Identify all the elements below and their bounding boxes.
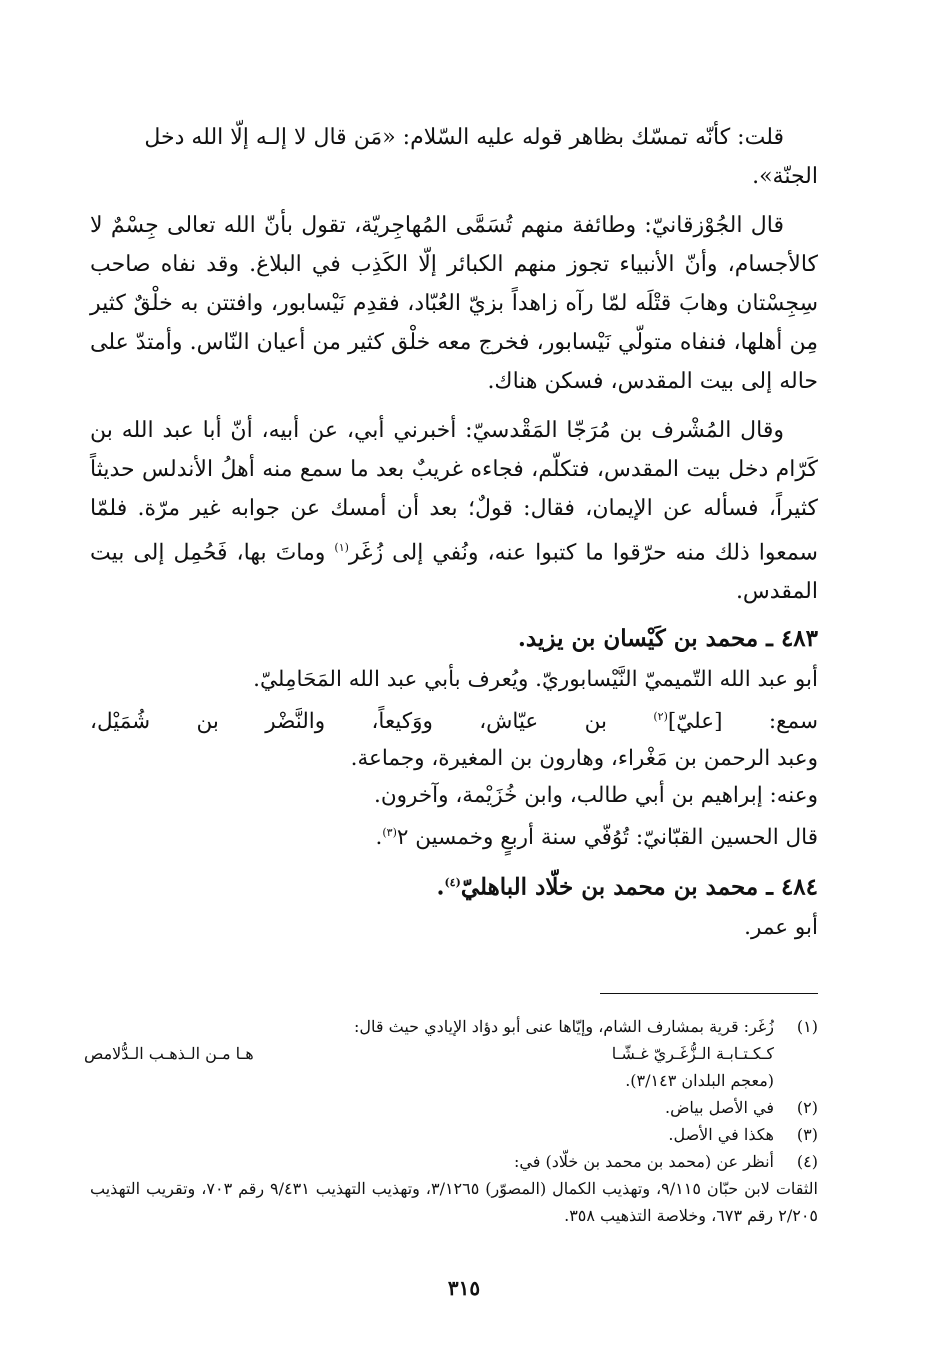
page-number: ٣١٥ bbox=[447, 1276, 481, 1300]
entry-484-end: . bbox=[436, 873, 445, 901]
entry-483-death bbox=[90, 814, 818, 856]
footnote-number: (٢) bbox=[796, 1098, 818, 1117]
footnote-source: (معجم البلدان ٣/١٤٣). bbox=[625, 1071, 774, 1090]
footnote-number: (٤) bbox=[796, 1152, 818, 1171]
footnote-1 bbox=[84, 1013, 818, 1094]
footnote-ref-3: (٣) bbox=[382, 826, 397, 840]
footnote-separator bbox=[600, 993, 818, 994]
entry-483-teachers bbox=[90, 698, 818, 740]
paragraph-1-line-2: الجنّة». bbox=[752, 164, 818, 189]
footnote-number: (٣) bbox=[796, 1125, 818, 1144]
entry-483-students: وعنه: إبراهيم بن أبي طالب، وابن خُزَيْمة، وآخرون. bbox=[374, 783, 818, 809]
footnotes bbox=[84, 1013, 818, 1229]
death-text: قال الحسين القبّانيّ: تُوُفّي سنة أربعٍ وخمسين ٢ bbox=[396, 825, 818, 851]
poem-hemistich-right: كـكـتـابـة الـزُّغَـريّ غـشّـا bbox=[611, 1044, 774, 1063]
paragraph-3 bbox=[90, 411, 818, 611]
poem-verse bbox=[84, 1040, 774, 1067]
main-text bbox=[90, 118, 818, 946]
poem-hemistich-left: هـا مـن الـذهـب الـدُّلامص bbox=[84, 1044, 254, 1063]
paragraph-3-text: وقال المُشْرف بن مُرَجّا المَقْدسيّ: أخبرني أبي، عن أبيه، أنّ أبا عبد الله بن كَرّام دخل بيت المقدس، فتكلّم، فجاءه غريبٌ بعد ما سمع منه أهلُ الأندلس حديثاً كثيراً، فسأله عن الإيمان، فقال: قولٌ؛ بعد أن أمسك عن جوابه غير مرّة. فلمّا سمعوا ذلك منه حرّقوا ما كتبوا عنه، ونُفي إلى زُغَر bbox=[90, 418, 818, 566]
paragraph-1-line-1: قلت: كأنّه تمسّك بظاهر قوله عليه السّلام: «مَن قال لا إلـه إلّا الله دخل bbox=[144, 125, 784, 150]
footnote-text: زُغَر: قرية بمشارف الشام، وإيّاها عنى أبو دؤاد الإيادي حيث قال: bbox=[353, 1017, 774, 1036]
footnote-2 bbox=[90, 1094, 818, 1121]
teachers-start: سمع: [عليّ] bbox=[667, 709, 818, 735]
entry-483-kunya: أبو عبد الله التّميميّ النَّيْسابوريّ. ويُعرف بأبي عبد الله المَحَامِليّ. bbox=[253, 667, 818, 693]
footnote-text: أنظر عن (محمد بن محمد بن خلّاد) في: bbox=[514, 1152, 774, 1171]
footnote-text: هكذا في الأصل. bbox=[668, 1125, 774, 1144]
footnote-ref-1: (١) bbox=[334, 541, 349, 554]
footnote-4-continuation: الثقات لابن حبّان ٩/١١٥، وتهذيب الكمال (المصوّر) ٣/١٢٦٥، وتهذيب التهذيب ٩/٤٣١ رقم ٧٠٣، وتقريب التهذيب ٢/٢٠٥ رقم ٦٧٣، وخلاصة التذهيب ٣٥٨. bbox=[90, 1179, 818, 1225]
entry-484-title: ٤٨٤ ـ محمد بن محمد بن خلّاد الباهليّ bbox=[460, 873, 818, 901]
footnote-ref-2: (٢) bbox=[653, 710, 668, 724]
paragraph-1 bbox=[90, 118, 818, 196]
entry-483-teachers-cont: وعبد الرحمن بن مَغْراء، وهارون بن المغيرة، وجماعة. bbox=[350, 746, 818, 772]
death-end: . bbox=[375, 825, 383, 851]
footnote-3 bbox=[90, 1121, 818, 1148]
entry-484-kunya: أبو عمر. bbox=[744, 915, 818, 941]
entry-484-heading bbox=[90, 861, 818, 910]
entry-483-heading: ٤٨٣ ـ محمد بن كَيْسان بن يزيد. bbox=[517, 625, 818, 653]
paragraph-3-end: وماتَ بها، فَحُمِل إلى بيت المقدس. bbox=[90, 540, 818, 605]
footnote-number: (١) bbox=[796, 1017, 818, 1036]
teachers-rest: بن عيّاش، ووَكيعاً، والنَّضْر بن شُمَيْل، bbox=[90, 709, 654, 735]
paragraph-2: قال الجُوْزقانيّ: وطائفة منهم تُسَمَّى المُهاجِريّة، تقول بأنّ الله تعالى جِسْمٌ لا كالأجسام، وأنّ الأنبياء تجوز منهم الكبائر إلّا الكَذِب في البلاغ. وقد نفاه صاحب سِجِسْتان وهابَ قتْلَه لمّا رآه زاهداً بزيّ العُبّاد، فقدِم نَيْسابور، وافتتن به خلْقٌ كثير مِن أهلها، فنفاه متولّي نَيْسابور، فخرج معه خلْق كثير من أعيان النّاس. وأمتدّ على حاله إلى بيت المقدس، فسكن هناك. bbox=[90, 213, 818, 394]
footnote-ref-4: (٤) bbox=[444, 875, 461, 889]
footnote-4 bbox=[90, 1148, 818, 1175]
footnote-text: في الأصل بياض. bbox=[664, 1098, 774, 1117]
